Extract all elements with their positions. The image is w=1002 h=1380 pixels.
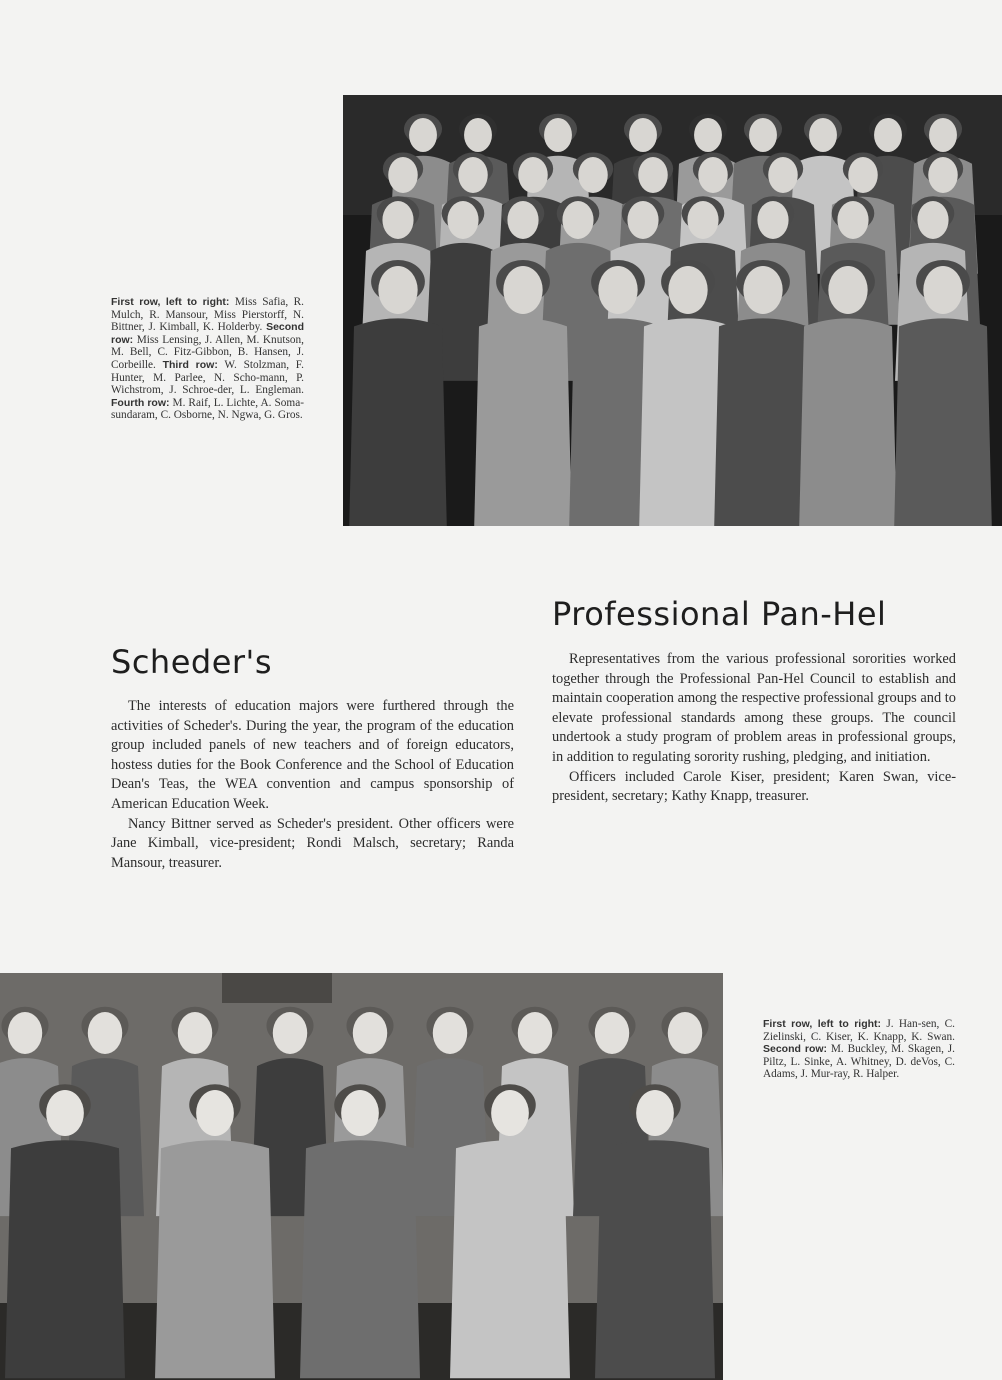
caption-names: M. Raif, L. Lichte, A. Soma-sundaram, C. Osborne, N. Ngwa, G. Gros. (111, 396, 304, 422)
paragraph: Nancy Bittner served as Scheder's president. Other officers were Jane Kimball, vice-president; Rondi Malsch, secretary; Randa Mansour, treasurer. (111, 815, 514, 871)
caption-row-label: Fourth row: (111, 396, 170, 409)
section-heading-panhel: Professional Pan-Hel (552, 595, 887, 633)
caption-row-label: First row, left to right: (111, 296, 230, 308)
paragraph: The interests of education majors were furthered through the activities of Scheder's. During the year, the program of the education group included panels of new teachers and of foreign educators, hostess duties for the Book Conference and the School of Education Dean's Teas, the WEA convention and campus sponsorship of American Education Week. (111, 698, 514, 812)
caption-names: J. Han-sen, C. Zielinski, C. Kiser, K. Knapp, K. Swan. (763, 1018, 955, 1043)
caption-row-label: Second row: (763, 1043, 828, 1056)
paragraph: Officers included Carole Kiser, president; Karen Swan, vice-president, secretary; Kathy Knapp, treasurer. (552, 768, 956, 805)
section-body-panhel (552, 650, 956, 807)
caption-names: Miss Safia, R. Mulch, R. Mansour, Miss Pierstorff, N. Bittner, J. Kimball, K. Holderby. (111, 296, 304, 334)
caption-names: M. Buckley, M. Skagen, J. Piltz, L. Sinke, A. Whitney, D. deVos, C. Adams, J. Mur-ray, R. Halper. (763, 1043, 956, 1081)
caption-names: W. Stolzman, F. Hunter, M. Parlee, N. Scho-mann, P. Wichstrom, J. Schroe-der, L. Engleman. (111, 358, 305, 397)
caption-row-label: First row, left to right: (763, 1018, 882, 1030)
caption-row-label: Second row: (111, 321, 304, 346)
photo-caption-bottom (763, 1018, 955, 1081)
section-heading-scheders: Scheder's (111, 643, 272, 681)
group-photo-scheders (0, 973, 723, 1380)
section-body-scheders (111, 697, 514, 873)
caption-names: Miss Lensing, J. Allen, M. Knutson, M. Bell, C. Fitz-Gibbon, B. Hansen, J. Corbeille. (111, 333, 304, 371)
paragraph: Representatives from the various professional sororities worked together through the Professional Pan-Hel Council to establish and maintain cooperation among the respective professional groups and to elevate professional standards among these groups. The council undertook a study program of problem areas in professional groups, in addition to regulating sorority rushing, pledging, and initiation. (552, 651, 956, 765)
caption-row-label: Third row: (162, 358, 218, 371)
group-photo-professional-panhel (343, 95, 1002, 526)
photo-caption-top (111, 296, 304, 422)
